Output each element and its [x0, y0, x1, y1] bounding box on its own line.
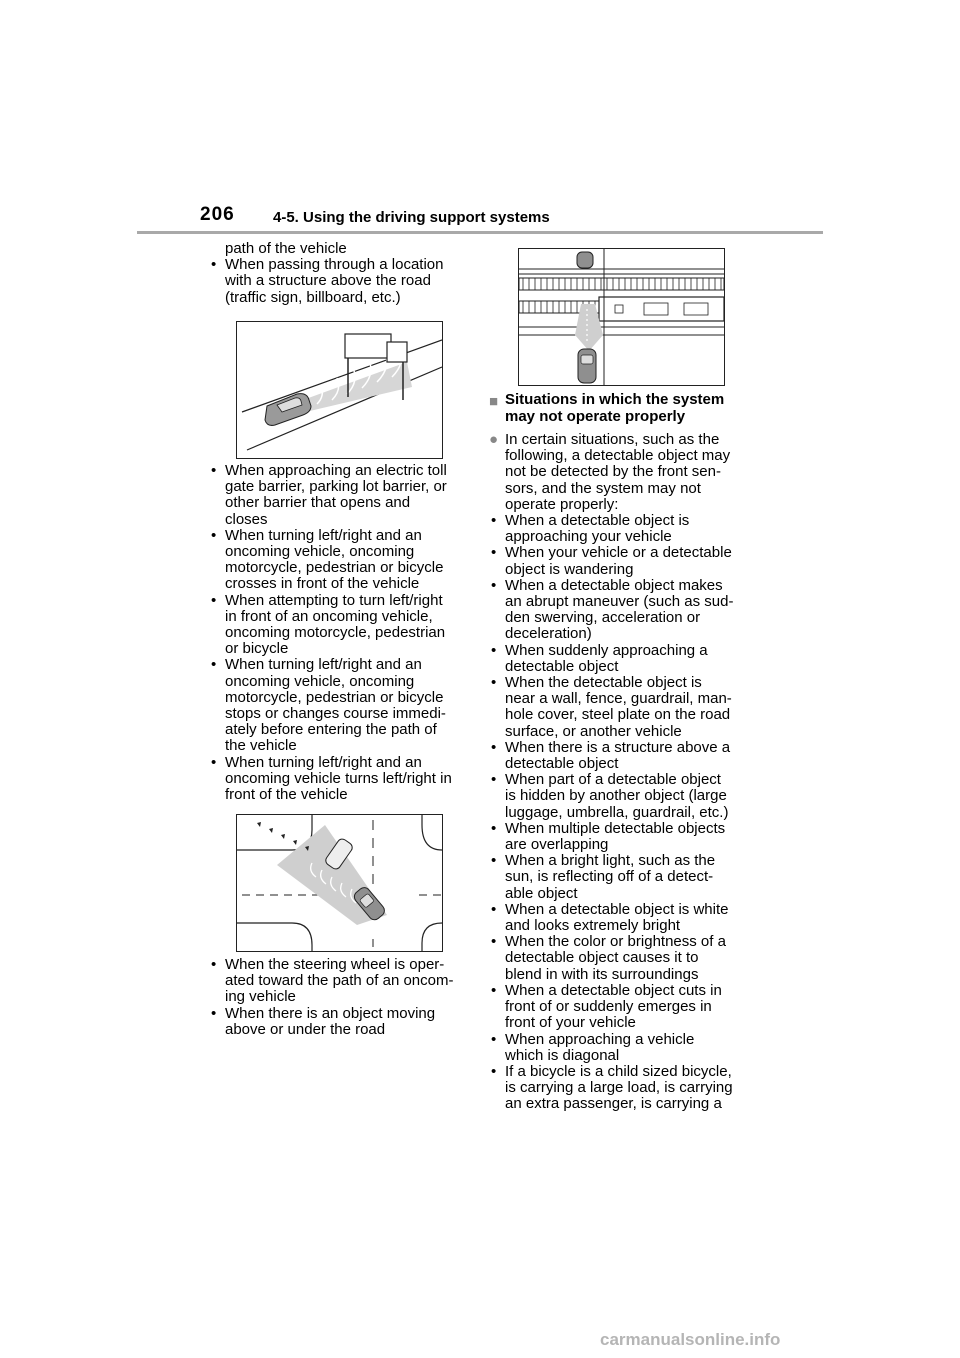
bullet: •	[211, 591, 217, 609]
figure-railroad-crossing	[518, 248, 725, 386]
rail-track-top	[519, 278, 724, 290]
list-line: near a wall, fence, guardrail, man-	[505, 690, 732, 708]
list-line: detectable object	[505, 657, 619, 675]
bullet: •	[211, 1004, 217, 1022]
square-marker-icon: ■	[489, 393, 499, 410]
list-line: or bicycle	[225, 640, 289, 658]
left-column-bottom	[209, 957, 479, 1038]
list-line: with a structure above the road	[225, 272, 431, 290]
intro-paragraph	[489, 432, 759, 513]
car-icon	[578, 349, 596, 383]
list-line: When your vehicle or a detectable	[505, 544, 732, 562]
list-line: the vehicle	[225, 737, 297, 755]
structure-illustration	[237, 322, 442, 458]
bullet: •	[491, 900, 497, 918]
list-line: ing vehicle	[225, 988, 296, 1006]
list-line: in front of an oncoming vehicle,	[225, 607, 433, 625]
list-line: luggage, umbrella, guardrail, etc.)	[505, 803, 729, 821]
list-item	[489, 934, 759, 983]
page-number: 206	[200, 204, 235, 225]
list-line: sun, is reflecting off of a detect-	[505, 868, 714, 886]
left-column-top	[209, 241, 479, 306]
list-line: When there is an object moving	[225, 1004, 436, 1022]
list-line: If a bicycle is a child sized bicycle,	[505, 1062, 732, 1080]
list-item	[489, 675, 759, 740]
list-line: When the color or brightness of a	[505, 933, 726, 951]
list-item	[489, 578, 759, 643]
list-line: blend in with its surroundings	[505, 965, 699, 983]
list-line: which is diagonal	[505, 1046, 620, 1064]
list-line: oncoming vehicle turns left/right in	[225, 769, 452, 787]
subsection-heading	[489, 392, 759, 425]
bullet: •	[491, 512, 497, 529]
list-line: detectable object	[505, 755, 619, 773]
list-line: When a detectable object makes	[505, 576, 723, 594]
list-item	[209, 593, 479, 658]
page-header	[0, 0, 960, 240]
figure-intersection	[236, 814, 443, 952]
list-item	[489, 1032, 759, 1064]
bullet: •	[211, 753, 217, 771]
list-line: stops or changes course immedi-	[225, 705, 446, 723]
bullet: •	[211, 462, 217, 479]
list-item	[209, 528, 479, 593]
list-line: ately before entering the path of	[225, 721, 437, 739]
bullet: •	[491, 1030, 497, 1048]
list-item	[489, 545, 759, 577]
list-item	[209, 1006, 479, 1038]
bullet: •	[491, 576, 497, 594]
list-line: When the steering wheel is oper-	[225, 956, 445, 973]
bullet: •	[491, 771, 497, 789]
bullet: •	[491, 933, 497, 951]
list-line: When there is a structure above a	[505, 738, 731, 756]
car-icon	[265, 394, 311, 426]
list-line: When a detectable object is	[505, 512, 690, 529]
bullet: •	[211, 956, 217, 973]
list-line: When a detectable object is white	[505, 900, 729, 918]
intersection-illustration	[237, 815, 442, 951]
list-line: motorcycle, pedestrian or bicycle	[225, 688, 444, 706]
list-line: an extra passenger, is carrying a	[505, 1095, 722, 1113]
list-line: motorcycle, pedestrian or bicycle	[225, 559, 444, 577]
list-line: hole cover, steel plate on the road	[505, 706, 731, 724]
heading-line: may not operate properly	[505, 407, 686, 425]
list-line: surface, or another vehicle	[505, 722, 682, 740]
list-line: front of the vehicle	[225, 786, 348, 804]
list-item	[209, 257, 479, 306]
list-line: When the detectable object is	[505, 674, 702, 692]
list-line: gate barrier, parking lot barrier, or	[225, 478, 447, 496]
intro-line: not be detected by the front sen-	[505, 463, 721, 481]
list-line: oncoming motorcycle, pedestrian	[225, 624, 446, 642]
list-item	[489, 513, 759, 545]
list-line: detectable object causes it to	[505, 949, 699, 967]
intro-line: In certain situations, such as the	[505, 431, 720, 448]
list-item	[209, 657, 479, 754]
bullet: •	[211, 526, 217, 544]
list-item	[489, 853, 759, 902]
list-line: other barrier that opens and	[225, 494, 411, 512]
list-item	[209, 463, 479, 528]
list-line: front of or suddenly emerges in	[505, 998, 712, 1016]
circle-marker-icon: ●	[489, 431, 499, 448]
list-item	[209, 755, 479, 804]
list-item	[489, 643, 759, 675]
intro-line: following, a detectable object may	[505, 447, 731, 465]
list-line: object is wandering	[505, 560, 634, 578]
header-rule	[137, 231, 823, 234]
list-item	[489, 1064, 759, 1113]
bullet: •	[491, 852, 497, 870]
intro-line: sors, and the system may not	[505, 479, 701, 497]
list-line: ated toward the path of an oncom-	[225, 972, 454, 990]
list-line: an abrupt maneuver (such as sud-	[505, 593, 734, 611]
list-line: approaching your vehicle	[505, 528, 672, 546]
list-item	[489, 772, 759, 821]
bullet: •	[491, 1062, 497, 1080]
list-line: above or under the road	[225, 1020, 386, 1038]
list-line: closes	[225, 510, 268, 528]
list-line: When turning left/right and an	[225, 526, 422, 544]
figure-structure-above-road	[236, 321, 443, 459]
list-line: When suddenly approaching a	[505, 641, 708, 659]
list-line: When a detectable object cuts in	[505, 981, 722, 999]
list-line: deceleration)	[505, 625, 592, 643]
left-column-middle	[209, 463, 479, 803]
list-line: When turning left/right and an	[225, 753, 422, 771]
list-line: and looks extremely bright	[505, 917, 681, 935]
list-line: When attempting to turn left/right	[225, 591, 443, 609]
list-line: oncoming vehicle, oncoming	[225, 543, 415, 561]
list-line: able object	[505, 884, 578, 902]
list-item	[489, 902, 759, 934]
list-item	[489, 821, 759, 853]
list-line: crosses in front of the vehicle	[225, 575, 420, 593]
list-line: front of your vehicle	[505, 1014, 636, 1032]
list-line: When multiple detectable objects	[505, 819, 726, 837]
distant-car-icon	[577, 252, 593, 268]
list-line: oncoming vehicle, oncoming	[225, 672, 415, 690]
bullet: •	[491, 674, 497, 692]
list-item	[209, 957, 479, 1006]
watermark: carmanualsonline.info	[600, 1330, 781, 1349]
bullet: •	[211, 656, 217, 674]
list-item	[489, 740, 759, 772]
list-line: When passing through a location	[225, 256, 444, 274]
list-line: When approaching an electric toll	[225, 462, 447, 479]
bullet: •	[491, 641, 497, 659]
list-line: When approaching a vehicle	[505, 1030, 695, 1048]
train-icon	[599, 297, 724, 321]
billboard-sign	[345, 334, 391, 358]
list-line: (traffic sign, billboard, etc.)	[225, 288, 401, 306]
list-line: are overlapping	[505, 836, 609, 854]
right-column-list	[489, 513, 759, 1113]
railroad-illustration	[519, 249, 724, 385]
section-title: 4-5. Using the driving support systems	[273, 209, 550, 226]
list-line: When turning left/right and an	[225, 656, 422, 674]
continuation-text: path of the vehicle	[225, 240, 347, 257]
list-line: is hidden by another object (large	[505, 787, 727, 805]
list-item	[489, 983, 759, 1032]
bullet: •	[491, 738, 497, 756]
intro-line: operate properly:	[505, 495, 619, 513]
bullet: •	[211, 256, 217, 274]
list-line: When a bright light, such as the	[505, 852, 716, 870]
bullet: •	[491, 981, 497, 999]
list-line: is carrying a large load, is carrying	[505, 1079, 733, 1097]
bullet: •	[491, 819, 497, 837]
list-line: den swerving, acceleration or	[505, 609, 701, 627]
list-line: When part of a detectable object	[505, 771, 721, 789]
heading-line: Situations in which the system	[505, 391, 725, 408]
bullet: •	[491, 544, 497, 562]
